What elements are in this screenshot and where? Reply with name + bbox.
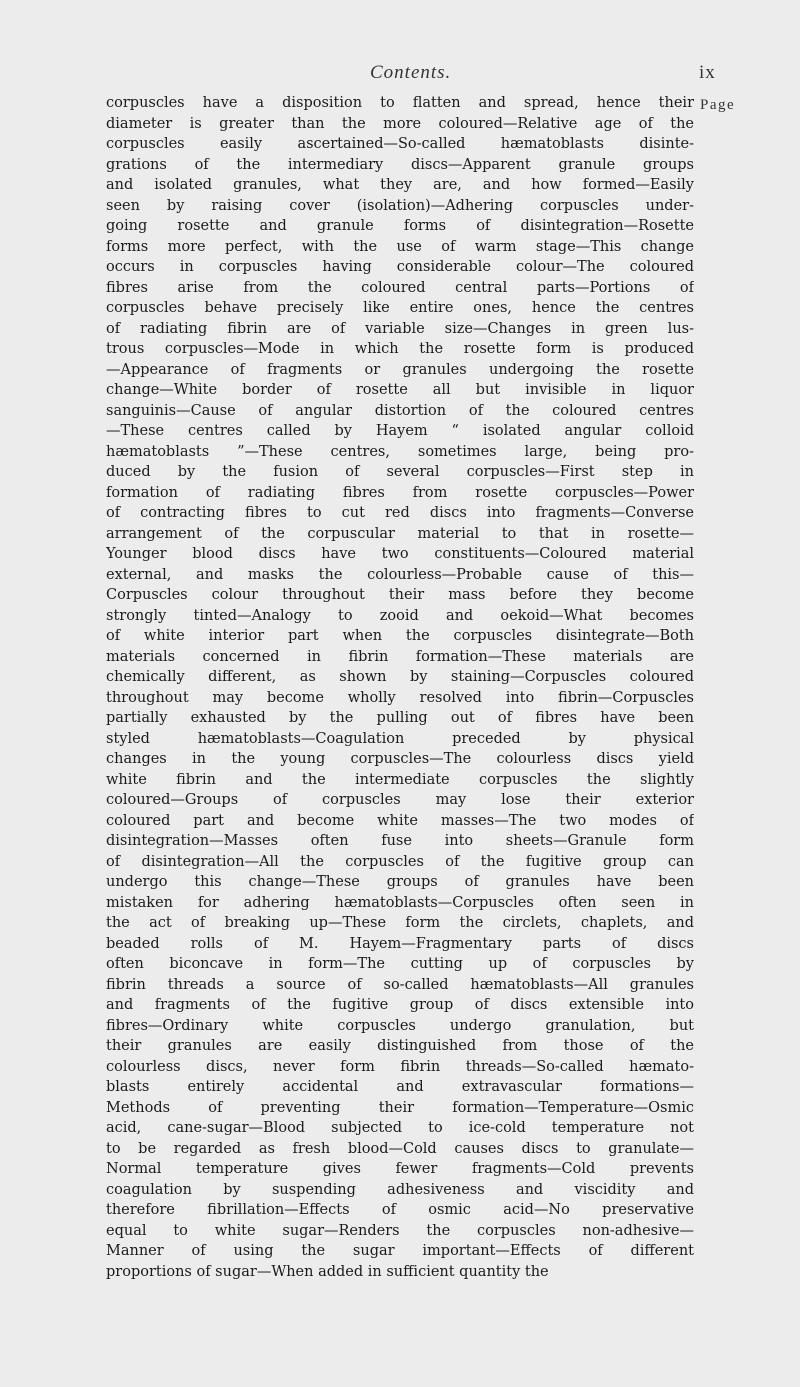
text-line: strongly tinted—Analogy to zooid and oekoid—What becomes bbox=[106, 607, 694, 624]
text-line: —Appearance of fragments or granules undergoing the rosette bbox=[106, 361, 694, 378]
text-line: duced by the fusion of several corpuscles—First step in bbox=[106, 464, 694, 480]
text-line: beaded rolls of M. Hayem—Fragmentary parts of discs bbox=[106, 935, 694, 952]
text-line: equal to white sugar—Renders the corpuscles non-adhesive— bbox=[106, 1222, 694, 1239]
text-line: disintegration—Masses often fuse into sheets—Granule form bbox=[106, 833, 694, 849]
text-line: chemically different, as shown by staining—Corpuscles coloured bbox=[106, 669, 694, 685]
text-line: often biconcave in form—The cutting up of corpuscles by bbox=[106, 956, 694, 972]
text-line: coagulation by suspending adhesiveness and viscidity and bbox=[106, 1181, 694, 1198]
text-line: fibres arise from the coloured central parts—Portions of bbox=[106, 279, 694, 296]
text-line: going rosette and granule forms of disintegration—Rosette bbox=[106, 218, 694, 234]
text-line: to be regarded as fresh blood—Cold causes discs to granulate— bbox=[106, 1140, 694, 1157]
text-line: their granules are easily distinguished from those of the bbox=[106, 1038, 694, 1054]
text-line: and fragments of the fugitive group of discs extensible into bbox=[106, 997, 694, 1013]
text-line: changes in the young corpuscles—The colourless discs yield bbox=[106, 751, 694, 767]
page-column-label: Page bbox=[700, 97, 736, 113]
text-line: styled hæmatoblasts—Coagulation preceded by physical bbox=[106, 730, 694, 747]
text-line: corpuscles behave precisely like entire ones, hence the centres bbox=[106, 300, 694, 316]
text-line: Methods of preventing their formation—Temperature—Osmic bbox=[106, 1099, 694, 1116]
text-line: of white interior part when the corpuscles disintegrate—Both bbox=[106, 628, 694, 644]
text-line: blasts entirely accidental and extravascular formations— bbox=[106, 1079, 694, 1095]
text-line: change—White border of rosette all but invisible in liquor bbox=[106, 382, 694, 398]
page-number: ix bbox=[699, 62, 716, 83]
text-line: white fibrin and the intermediate corpuscles the slightly bbox=[106, 771, 694, 788]
text-line: of radiating fibrin are of variable size—Changes in green lus- bbox=[106, 320, 694, 337]
text-line: proportions of sugar—When added in sufficient quantity the bbox=[106, 1263, 549, 1280]
text-line: coloured—Groups of corpuscles may lose their exterior bbox=[106, 792, 694, 808]
text-line: throughout may become wholly resolved into fibrin—Corpuscles bbox=[106, 689, 694, 706]
text-line: fibrin threads a source of so-called hæmatoblasts—All granules bbox=[106, 976, 694, 993]
text-line: colourless discs, never form fibrin threads—So-called hæmato- bbox=[106, 1058, 694, 1075]
text-line: fibres—Ordinary white corpuscles undergo granulation, but bbox=[106, 1017, 694, 1034]
text-line: arrangement of the corpuscular material to that in rosette— bbox=[106, 525, 694, 542]
text-line: of disintegration—All the corpuscles of the fugitive group can bbox=[106, 853, 694, 870]
contents-paragraph bbox=[106, 93, 694, 1282]
text-line: Younger blood discs have two constituents—Coloured material bbox=[106, 546, 694, 562]
text-line: coloured part and become white masses—The two modes of bbox=[106, 812, 694, 829]
text-line: diameter is greater than the more coloured—Relative age of the bbox=[106, 115, 694, 132]
text-line: Corpuscles colour throughout their mass before they become bbox=[106, 587, 694, 603]
text-line: corpuscles easily ascertained—So-called hæmatoblasts disinte- bbox=[106, 136, 694, 152]
text-line: corpuscles have a disposition to flatten and spread, hence their bbox=[106, 95, 694, 111]
text-line: partially exhausted by the pulling out of fibres have been bbox=[106, 710, 694, 726]
text-line: sanguinis—Cause of angular distortion of the coloured centres bbox=[106, 402, 694, 419]
running-head bbox=[0, 62, 800, 86]
text-line: occurs in corpuscles having considerable colour—The coloured bbox=[106, 259, 694, 275]
text-line: trous corpuscles—Mode in which the rosette form is produced bbox=[106, 341, 694, 357]
text-line: seen by raising cover (isolation)—Adhering corpuscles under- bbox=[106, 197, 694, 214]
text-line: Normal temperature gives fewer fragments—Cold prevents bbox=[106, 1161, 694, 1177]
text-line: therefore fibrillation—Effects of osmic acid—No preservative bbox=[106, 1202, 694, 1218]
text-line: —These centres called by Hayem “ isolated angular colloid bbox=[106, 423, 694, 439]
text-line: formation of radiating fibres from rosette corpuscles—Power bbox=[106, 484, 694, 501]
text-line: and isolated granules, what they are, and how formed—Easily bbox=[106, 177, 694, 193]
text-line: undergo this change—These groups of granules have been bbox=[106, 874, 694, 890]
text-line: materials concerned in fibrin formation—These materials are bbox=[106, 648, 694, 665]
text-line: Manner of using the sugar important—Effects of different bbox=[106, 1243, 694, 1259]
text-line: external, and masks the colourless—Probable cause of this— bbox=[106, 566, 694, 583]
running-title: Contents. bbox=[370, 62, 452, 83]
text-line: acid, cane-sugar—Blood subjected to ice-cold temperature not bbox=[106, 1120, 694, 1136]
text-line: forms more perfect, with the use of warm stage—This change bbox=[106, 238, 694, 255]
text-line: the act of breaking up—These form the circlets, chaplets, and bbox=[106, 915, 694, 931]
text-line: of contracting fibres to cut red discs into fragments—Converse bbox=[106, 505, 694, 521]
text-line: hæmatoblasts ”—These centres, sometimes large, being pro- bbox=[106, 443, 694, 460]
text-line: grations of the intermediary discs—Apparent granule groups bbox=[106, 156, 694, 173]
text-line: mistaken for adhering hæmatoblasts—Corpuscles often seen in bbox=[106, 894, 694, 911]
